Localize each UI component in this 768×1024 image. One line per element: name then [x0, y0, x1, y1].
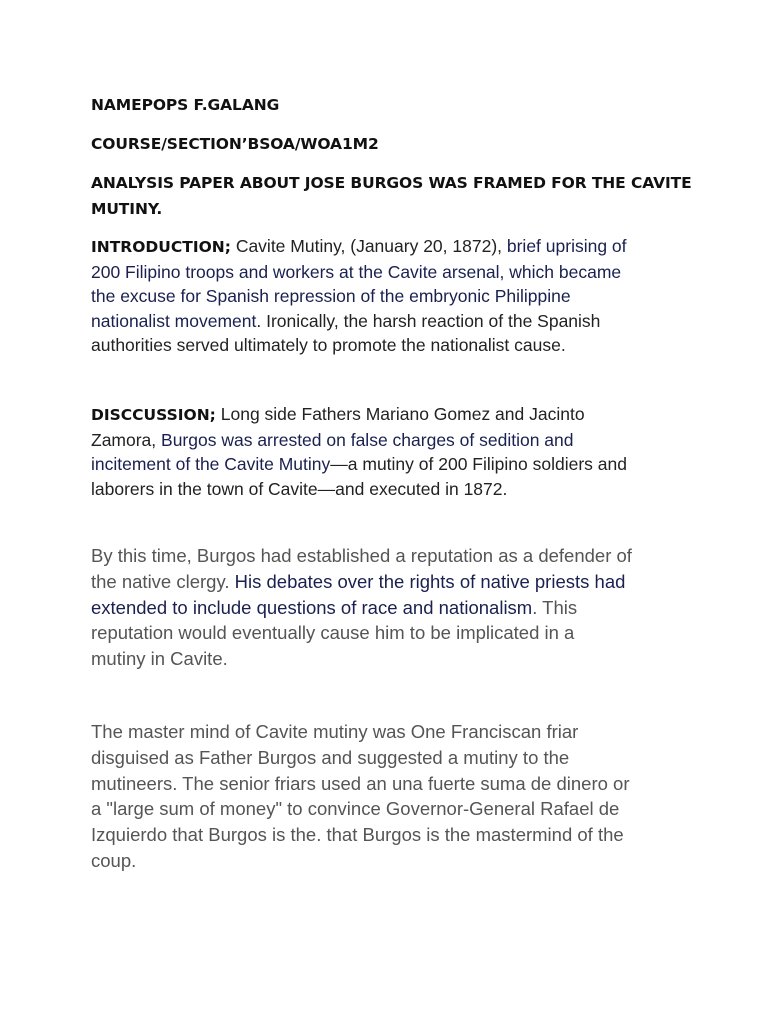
mastermind-paragraph [91, 719, 691, 874]
reputation-text: reputation would eventually cause him to be implicated in a [91, 622, 575, 644]
reputation-text: mutiny in Cavite. [91, 648, 228, 670]
mastermind-text: disguised as Father Burgos and suggested a mutiny to the [91, 746, 570, 768]
paper-title-line-2: MUTINY. [91, 200, 163, 218]
introduction-text: brief uprising of [506, 236, 627, 256]
reputation-text: . This [532, 596, 578, 618]
discussion-text: Burgos was arrested on false charges of sedition and [161, 429, 574, 450]
paper-title [91, 170, 692, 222]
introduction-label: INTRODUCTION; [91, 238, 231, 256]
course-section: COURSE/SECTION’BSOA/WOA1M2 [91, 135, 379, 153]
mastermind-text: coup. [91, 849, 137, 871]
paper-title-line-1: ANALYSIS PAPER ABOUT JOSE BURGOS WAS FRAMED FOR THE CAVITE [91, 174, 692, 192]
mastermind-text: mutineers. The senior friars used an una fuerte suma de dinero or [91, 772, 630, 794]
introduction-text: Cavite Mutiny, (January 20, 1872), [230, 236, 507, 256]
introduction-text: 200 Filipino troops and workers at the Cavite arsenal, which became [91, 261, 622, 282]
discussion-label: DISCCUSSION; [91, 406, 216, 424]
reputation-paragraph [91, 543, 691, 672]
reputation-text: His debates over the rights of native priests had [234, 570, 626, 592]
mastermind-text: The master mind of Cavite mutiny was One Franciscan friar [91, 721, 579, 742]
reputation-text: By this time, Burgos had established a reputation as a defender of [91, 545, 632, 566]
student-name: NAMEPOPS F.GALANG [91, 96, 280, 114]
introduction-text: authorities served ultimately to promote the nationalist cause. [91, 335, 566, 355]
discussion-text: incitement of the Cavite Mutiny [91, 454, 331, 474]
introduction-paragraph [91, 234, 627, 358]
mastermind-text: Izquierdo that Burgos is the. that Burgos is the mastermind of the [91, 824, 624, 846]
mastermind-text: a "large sum of money" to convince Governor-General Rafael de [91, 798, 620, 820]
reputation-text: extended to include questions of race and nationalism [91, 596, 533, 618]
discussion-paragraph [91, 402, 627, 501]
discussion-text: laborers in the town of Cavite—and executed in 1872. [91, 478, 508, 499]
reputation-text: the native clergy. [91, 570, 235, 592]
introduction-text: nationalist movement [91, 310, 257, 331]
discussion-text: Long side Fathers Mariano Gomez and Jacinto [215, 404, 585, 424]
discussion-text: Zamora, [91, 429, 162, 450]
discussion-text: —a mutiny of 200 Filipino soldiers and [330, 454, 627, 474]
introduction-text: the excuse for Spanish repression of the embryonic Philippine [91, 286, 571, 306]
introduction-text: . Ironically, the harsh reaction of the Spanish [256, 310, 601, 331]
